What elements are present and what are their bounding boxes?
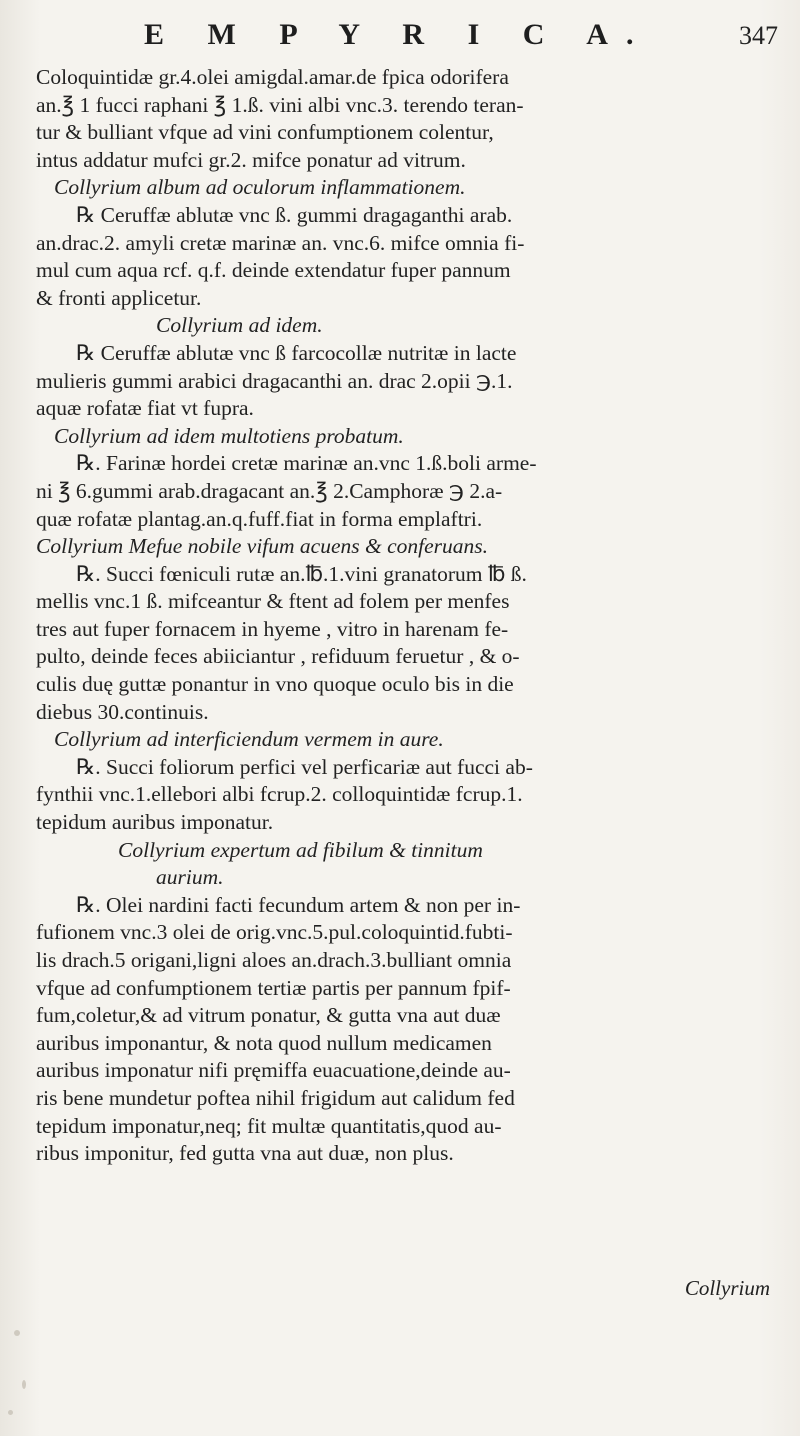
text-line: ℞. Olei nardini facti fecundum artem & non per in- [76, 892, 521, 917]
section-heading: Collyrium album ad oculorum inflammationem. [54, 175, 466, 200]
text-line: tres aut fuper fornacem in hyeme , vitro in harenam fe- [36, 616, 509, 641]
text-line: fum,coletur,& ad vitrum ponatur, & gutta vna aut duæ [36, 1003, 501, 1028]
text-line: Coloquintidæ gr.4.olei amigdal.amar.de fpica odorifera [36, 65, 509, 89]
section-heading: aurium. [156, 865, 224, 890]
page-number: 347 [739, 21, 778, 50]
text-line: intus addatur mufci gr.2. mifce ponatur ad vitrum. [36, 147, 466, 172]
text-line: ribus imponitur, fed gutta vna aut duæ, non plus. [36, 1141, 454, 1166]
running-title: E M P Y R I C A. [144, 18, 652, 51]
paper-speck [22, 1380, 26, 1389]
text-line: mulieris gummi arabici dragacanthi an. drac 2.opii ℈.1. [36, 368, 513, 393]
text-line: auribus imponatur nifi pręmiffa euacuatione,deinde au- [36, 1058, 511, 1083]
text-line: ni ℥ 6.gummi arab.dragacant an.℥ 2.Camphoræ ℈ 2.a- [36, 478, 503, 503]
section-heading: Collyrium Mefue nobile vifum acuens & conferuans. [36, 534, 489, 559]
text-line: lis drach.5 origani,ligni aloes an.drach.3.bulliant omnia [36, 948, 512, 972]
catchword: Collyrium [684, 1276, 770, 1300]
text-line: aquæ rofatæ fiat vt fupra. [36, 396, 254, 421]
text-line: tepidum auribus imponatur. [36, 810, 274, 835]
text-line: ℞. Succi fœniculi rutæ an.℔.1.vini granatorum ℔ ß. [76, 561, 527, 586]
text-line: vfque ad confumptionem tertiæ partis per pannum fpif- [36, 975, 511, 1000]
body-text [36, 64, 778, 1168]
text-line: fufionem vnc.3 olei de orig.vnc.5.pul.coloquintid.fubti- [36, 920, 513, 945]
text-line: auribus imponantur, & nota quod nullum medicamen [36, 1030, 492, 1055]
section-heading: Collyrium expertum ad fibilum & tinnitum [118, 837, 483, 862]
text-line: ℞ Ceruffæ ablutæ vnc ß. gummi dragaganthi arab. [76, 202, 513, 227]
text-line: tepidum imponatur,neq; fit multæ quantitatis,quod au- [36, 1113, 502, 1138]
text-line: ℞ Ceruffæ ablutæ vnc ß farcocollæ nutritæ in lacte [76, 340, 517, 365]
page-header [36, 18, 778, 58]
text-line: an.℥ 1 fucci raphani ℥ 1.ß. vini albi vnc.3. terendo teran- [36, 92, 524, 117]
text-line: ℞. Succi foliorum perfici vel perficariæ aut fucci ab- [76, 754, 533, 779]
section-heading: Collyrium ad idem. [156, 313, 323, 338]
text-line: pulto, deinde feces abiiciantur , refiduum feruetur , & o- [36, 644, 520, 669]
text-line: ℞. Farinæ hordei cretæ marinæ an.vnc 1.ß.boli arme- [76, 451, 537, 476]
text-line: diebus 30.continuis. [36, 699, 209, 724]
text-line: quæ rofatæ plantag.an.q.fuff.fiat in forma emplaftri. [36, 506, 483, 531]
text-line: mul cum aqua rcf. q.f. deinde extendatur fuper pannum [36, 258, 511, 283]
text-line: culis duę guttæ ponantur in vno quoque oculo bis in die [36, 672, 514, 697]
text-line: & fronti applicetur. [36, 285, 202, 310]
paper-speck [14, 1330, 20, 1336]
text-line: ris bene mundetur poftea nihil frigidum aut calidum fed [36, 1085, 515, 1110]
text-line: tur & bulliant vfque ad vini confumptionem colentur, [36, 120, 494, 145]
paper-speck [8, 1410, 13, 1415]
text-line: fynthii vnc.1.ellebori albi fcrup.2. colloquintidæ fcrup.1. [36, 782, 523, 807]
text-line: mellis vnc.1 ß. mifceantur & ftent ad folem per menfes [36, 589, 510, 614]
section-heading: Collyrium ad interficiendum vermem in aure. [54, 727, 444, 752]
text-line: an.drac.2. amyli cretæ marinæ an. vnc.6. mifce omnia fi- [36, 230, 525, 255]
section-heading: Collyrium ad idem multotiens probatum. [54, 423, 404, 448]
